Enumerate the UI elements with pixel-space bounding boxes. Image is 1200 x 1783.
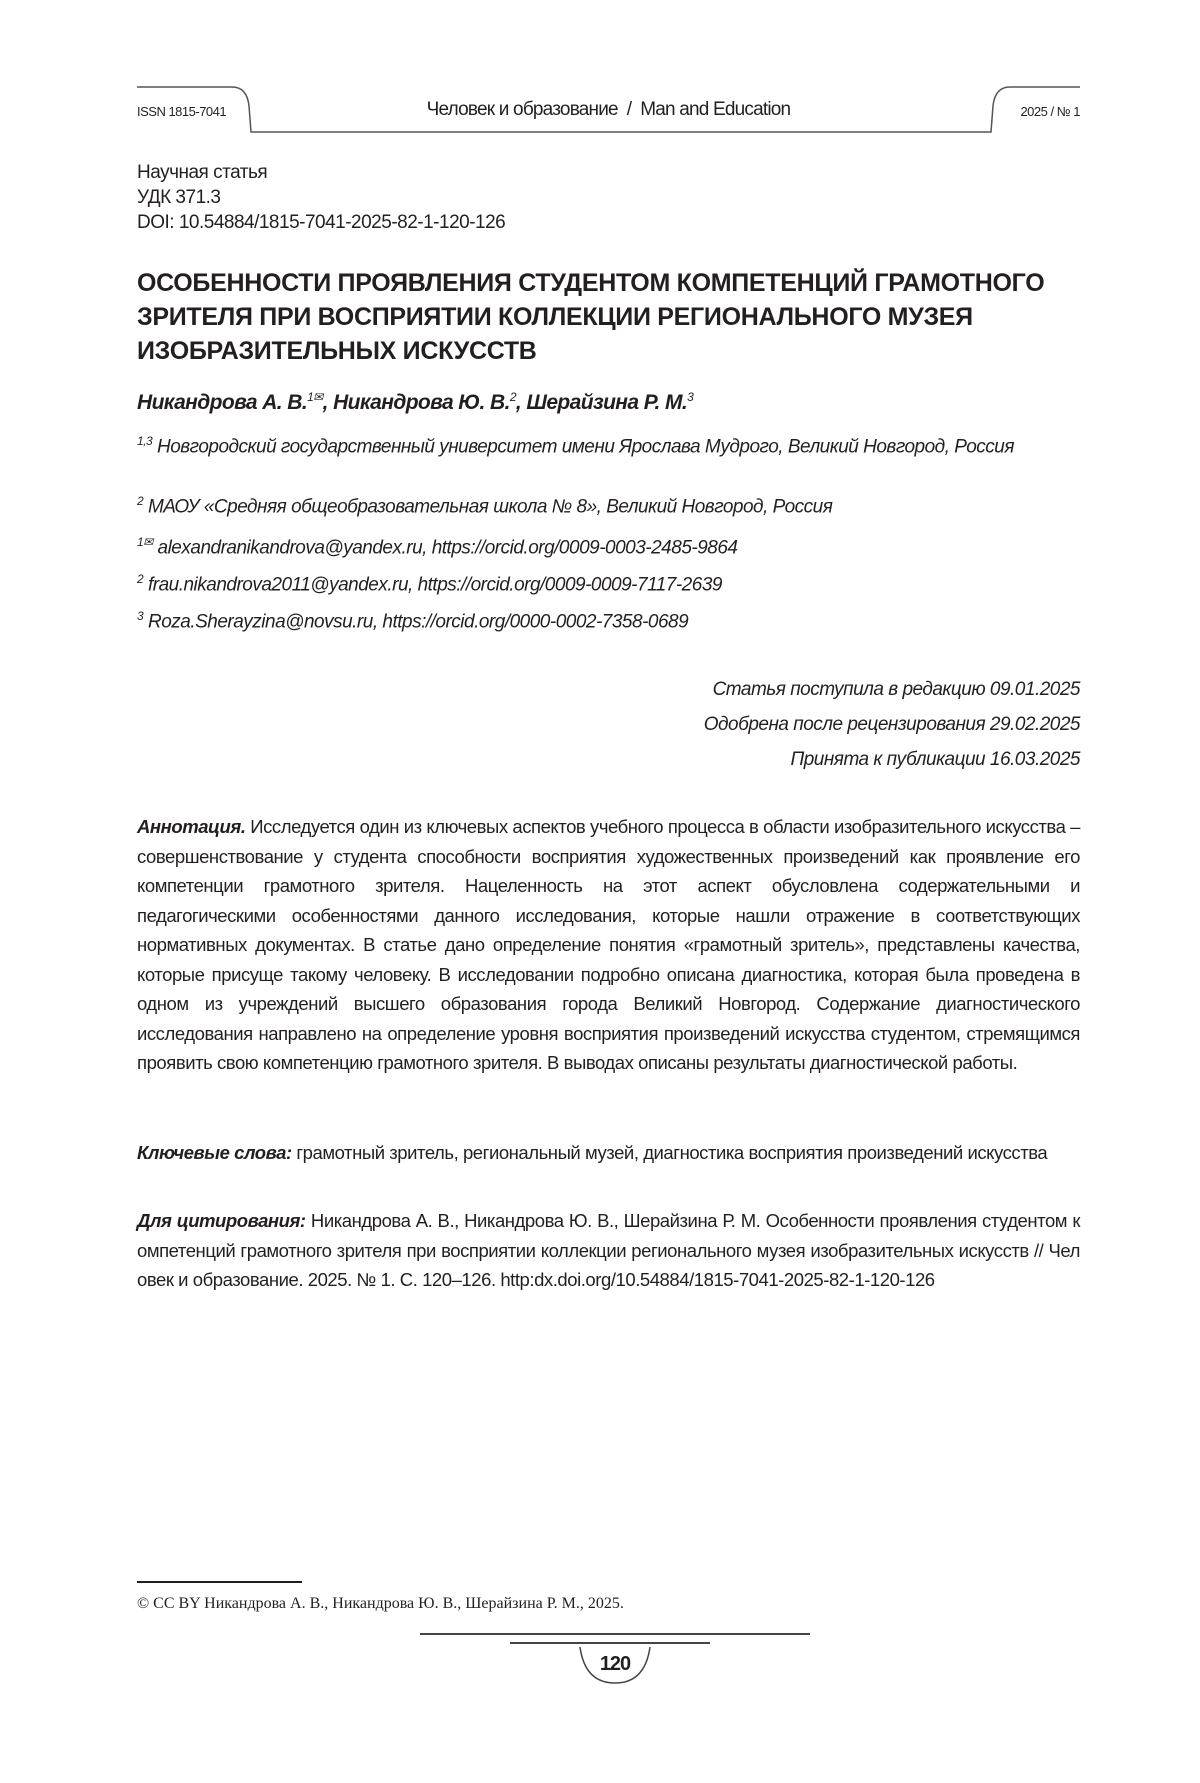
abstract: [137, 812, 1080, 1078]
author-name: , Шерайзина Р. М.: [516, 391, 687, 414]
abstract-label: Аннотация.: [137, 816, 246, 837]
keywords: [137, 1138, 1080, 1168]
keywords-label: Ключевые слова:: [137, 1142, 292, 1163]
journal-name: Человек и образование / Man and Education: [137, 99, 1080, 121]
affiliation-text: Новгородский государственный университет имени Ярослава Мудрого, Великий Новгород, Россия: [157, 436, 1014, 457]
contact-sup: 3: [137, 609, 143, 623]
date-approved: Одобрена после рецензирования 29.02.2025: [704, 707, 1080, 742]
citation-label: Для цитирования:: [137, 1210, 306, 1231]
running-header: [137, 86, 1080, 136]
page-number: 120: [420, 1653, 810, 1676]
article-dates: [704, 672, 1080, 777]
contact: [137, 529, 1080, 561]
doi[interactable]: DOI: 10.54884/1815-7041-2025-82-1-120-126: [137, 210, 505, 235]
affiliation: [137, 428, 1080, 460]
author-sup: 2: [510, 390, 516, 404]
affiliation-sup: 2: [137, 494, 143, 508]
article-title: ОСОБЕННОСТИ ПРОЯВЛЕНИЯ СТУДЕНТОМ КОМПЕТЕНЦИЙ ГРАМОТНОГО ЗРИТЕЛЯ ПРИ ВОСПРИЯТИИ КОЛЛЕКЦИИ РЕГИОНАЛЬНОГО МУЗЕЯ ИЗОБРАЗИТЕЛЬНЫХ ИСКУССТВ: [137, 266, 1080, 368]
keywords-text: грамотный зритель, региональный музей, диагностика восприятия произведений искусства: [292, 1142, 1048, 1163]
copyright-footnote: © CC BY Никандрова А. В., Никандрова Ю. В., Шерайзина Р. М., 2025.: [137, 1595, 624, 1613]
author-sup: 3: [687, 390, 693, 404]
article-meta: [137, 160, 505, 235]
udc: УДК 371.3: [137, 185, 505, 210]
page-number-block: [420, 1633, 810, 1703]
date-received: Статья поступила в редакцию 09.01.2025: [704, 672, 1080, 707]
contact-text[interactable]: alexandranikandrova@yandex.ru, https://orcid.org/0009-0003-2485-9864: [158, 537, 738, 558]
issn: ISSN 1815-7041: [137, 104, 226, 119]
authors: [137, 390, 693, 415]
citation: [137, 1206, 1080, 1295]
abstract-text: Исследуется один из ключевых аспектов учебного процесса в области изобразительного искусства – совершенствование у студента способности восприятия художественных произведений как проявление его компетенции грамотного зрителя. Нацеленность на этот аспект обусловлена содержательными и педагогическими особенностями данного исследования, которые нашли отражение в соответствующих нормативных документах. В статье дано определение понятия «грамотный зритель», представлены качества, которые присуще такому человеку. В исследовании подробно описана диагностика, которая была проведена в одном из учреждений высшего образования города Великий Новгород. Содержание диагностического исследования направлено на определение уровня восприятия произведений искусства студентом, стремящимся проявить свою компетенцию грамотного зрителя. В выводах описаны результаты диагностической работы.: [137, 816, 1080, 1073]
contact: [137, 603, 1080, 635]
footnote-divider: [137, 1581, 302, 1583]
citation-text: Никандрова А. В., Никандрова Ю. В., Шерайзина Р. М. Особенности проявления студентом компетенций грамотного зрителя при восприятии коллекции регионального музея изобразительных искусств // Человек и образование. 2025. № 1. С. 120–126. http:dx.doi.org/10.54884/1815-7041-2025-82-1-120-126: [137, 1210, 1080, 1290]
contact-text[interactable]: frau.nikandrova2011@yandex.ru, https://orcid.org/0009-0009-7117-2639: [148, 574, 722, 595]
affiliation-sup: 1,3: [137, 434, 152, 448]
author-name: Никандрова А. В.: [137, 391, 307, 414]
contact-sup: 2: [137, 572, 143, 586]
contact-text[interactable]: Roza.Sherayzina@novsu.ru, https://orcid.org/0000-0002-7358-0689: [148, 611, 688, 632]
affiliation-text: МАОУ «Средняя общеобразовательная школа № 8», Великий Новгород, Россия: [148, 496, 832, 517]
date-accepted: Принята к публикации 16.03.2025: [704, 742, 1080, 777]
contact-sup: 1✉: [137, 535, 153, 549]
article-type: Научная статья: [137, 160, 505, 185]
issue-number: 2025 / № 1: [1020, 104, 1080, 119]
author-name: , Никандрова Ю. В.: [323, 391, 510, 414]
contact: [137, 566, 1080, 598]
affiliation: [137, 488, 1080, 520]
author-sup: 1✉: [307, 390, 323, 404]
